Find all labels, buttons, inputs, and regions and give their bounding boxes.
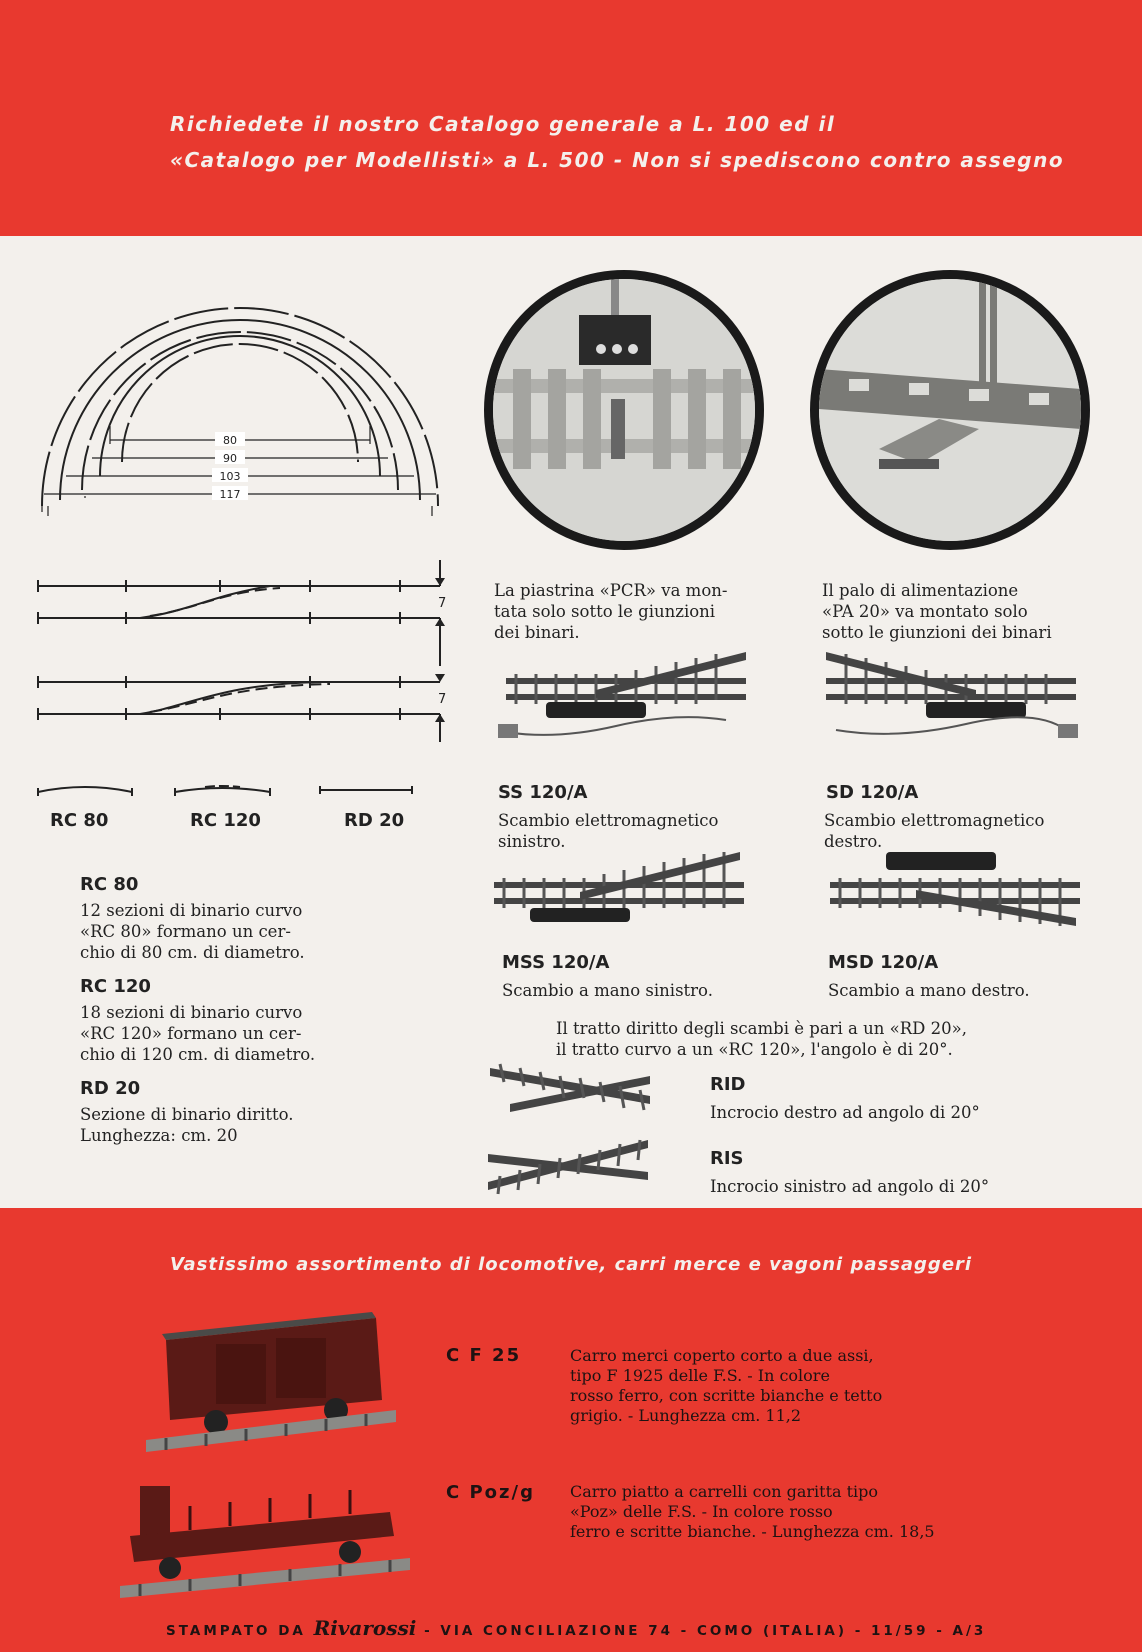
dim-90: 90 <box>223 452 237 465</box>
pcr-caption-3: dei binari. <box>494 623 580 642</box>
rd20-line-2: Lunghezza: cm. 20 <box>80 1126 238 1145</box>
rd20-title: RD 20 <box>80 1078 141 1099</box>
rc120-line-2: «RC 120» formano un cer- <box>80 1024 302 1043</box>
ss120a-switch-photo <box>496 650 756 750</box>
rc120-line-3: chio di 120 cm. di diametro. <box>80 1045 316 1064</box>
pcr-plate-photo <box>484 270 764 550</box>
curve-radius-diagram <box>30 276 450 536</box>
cf25-code: C F 25 <box>446 1345 522 1366</box>
footer-address: - VIA CONCILIAZIONE 74 - COMO (ITALIA) - 11/59 - A/3 <box>424 1623 987 1639</box>
sd120a-code: SD 120/A <box>826 782 919 803</box>
rc80-line-1: 12 sezioni di binario curvo <box>80 901 303 920</box>
rd20-line-1: Sezione di binario diritto. <box>80 1105 294 1124</box>
msd120a-switch-photo <box>826 850 1086 930</box>
offset-label-1: 7 <box>438 596 447 611</box>
dim-117: 117 <box>219 488 241 501</box>
cpozg-wagon-photo <box>120 1476 410 1606</box>
msd120a-desc: Scambio a mano destro. <box>828 981 1030 1000</box>
ris-desc: Incrocio sinistro ad angolo di 20° <box>710 1177 990 1196</box>
footer-printed-by: STAMPATO DA <box>166 1623 306 1639</box>
rc80-line-2: «RC 80» formano un cer- <box>80 922 291 941</box>
mss120a-switch-photo <box>490 850 750 930</box>
mss120a-code: MSS 120/A <box>502 952 610 973</box>
sd120a-switch-photo <box>816 650 1086 750</box>
ris-code: RIS <box>710 1148 744 1169</box>
rc80-title: RC 80 <box>80 874 139 895</box>
cpozg-desc-1: Carro piatto a carrelli con garitta tipo <box>570 1482 879 1501</box>
rc120-line-1: 18 sezioni di binario curvo <box>80 1003 303 1022</box>
sd120a-desc-1: Scambio elettromagnetico <box>824 811 1045 830</box>
mss120a-desc: Scambio a mano sinistro. <box>502 981 713 1000</box>
pa20-pole-photo <box>810 270 1090 550</box>
dim-103: 103 <box>219 470 241 483</box>
track-section <box>0 236 1142 1208</box>
printer-footer <box>166 1616 986 1640</box>
ss120a-code: SS 120/A <box>498 782 588 803</box>
cf25-desc-3: rosso ferro, con scritte bianche e tetto <box>570 1386 883 1405</box>
cf25-desc-4: grigio. - Lunghezza cm. 11,2 <box>570 1406 802 1425</box>
cpozg-desc-2: «Poz» delle F.S. - In colore rosso <box>570 1502 833 1521</box>
cpozg-code: C Poz/g <box>446 1482 535 1503</box>
rc120-title: RC 120 <box>80 976 151 997</box>
switch-note-1: Il tratto diritto degli scambi è pari a un «RD 20», <box>556 1019 967 1038</box>
label-rd20: RD 20 <box>344 810 405 831</box>
cpozg-desc-3: ferro e scritte bianche. - Lunghezza cm. 18,5 <box>570 1522 935 1541</box>
sd120a-desc-2: destro. <box>824 832 883 851</box>
track-piece-icons <box>30 776 430 806</box>
ss120a-desc-2: sinistro. <box>498 832 566 851</box>
ss120a-desc-1: Scambio elettromagnetico <box>498 811 719 830</box>
cf25-wagon-photo <box>146 1310 396 1460</box>
cf25-desc-1: Carro merci coperto corto a due assi, <box>570 1346 874 1365</box>
msd120a-code: MSD 120/A <box>828 952 939 973</box>
header-band <box>0 0 1142 236</box>
label-rc80: RC 80 <box>50 810 109 831</box>
rid-desc: Incrocio destro ad angolo di 20° <box>710 1103 980 1122</box>
dim-80: 80 <box>223 434 237 447</box>
rid-crossing-photo <box>490 1056 660 1120</box>
pcr-caption-2: tata solo sotto le giunzioni <box>494 602 716 621</box>
footer-brand: Rivarossi <box>313 1616 417 1640</box>
pcr-caption-1: La piastrina «PCR» va mon- <box>494 581 728 600</box>
offset-label-2: 7 <box>438 692 447 707</box>
ris-crossing-photo <box>488 1132 658 1202</box>
cf25-desc-2: tipo F 1925 delle F.S. - In colore <box>570 1366 830 1385</box>
rc80-line-3: chio di 80 cm. di diametro. <box>80 943 305 962</box>
rolling-stock-slogan: Vastissimo assortimento di locomotive, carri merce e vagoni passaggeri <box>170 1254 973 1275</box>
switch-geometry-diagram <box>30 556 460 746</box>
header-line-2: «Catalogo per Modellisti» a L. 500 - Non si spediscono contro assegno <box>170 148 1065 172</box>
pa20-caption-1: Il palo di alimentazione <box>822 581 1019 600</box>
rid-code: RID <box>710 1074 746 1095</box>
header-line-1: Richiedete il nostro Catalogo generale a L. 100 ed il <box>170 112 836 136</box>
pa20-caption-2: «PA 20» va montato solo <box>822 602 1028 621</box>
pa20-caption-3: sotto le giunzioni dei binari <box>822 623 1052 642</box>
label-rc120: RC 120 <box>190 810 261 831</box>
switch-note-2: il tratto curvo a un «RC 120», l'angolo è di 20°. <box>556 1040 953 1059</box>
